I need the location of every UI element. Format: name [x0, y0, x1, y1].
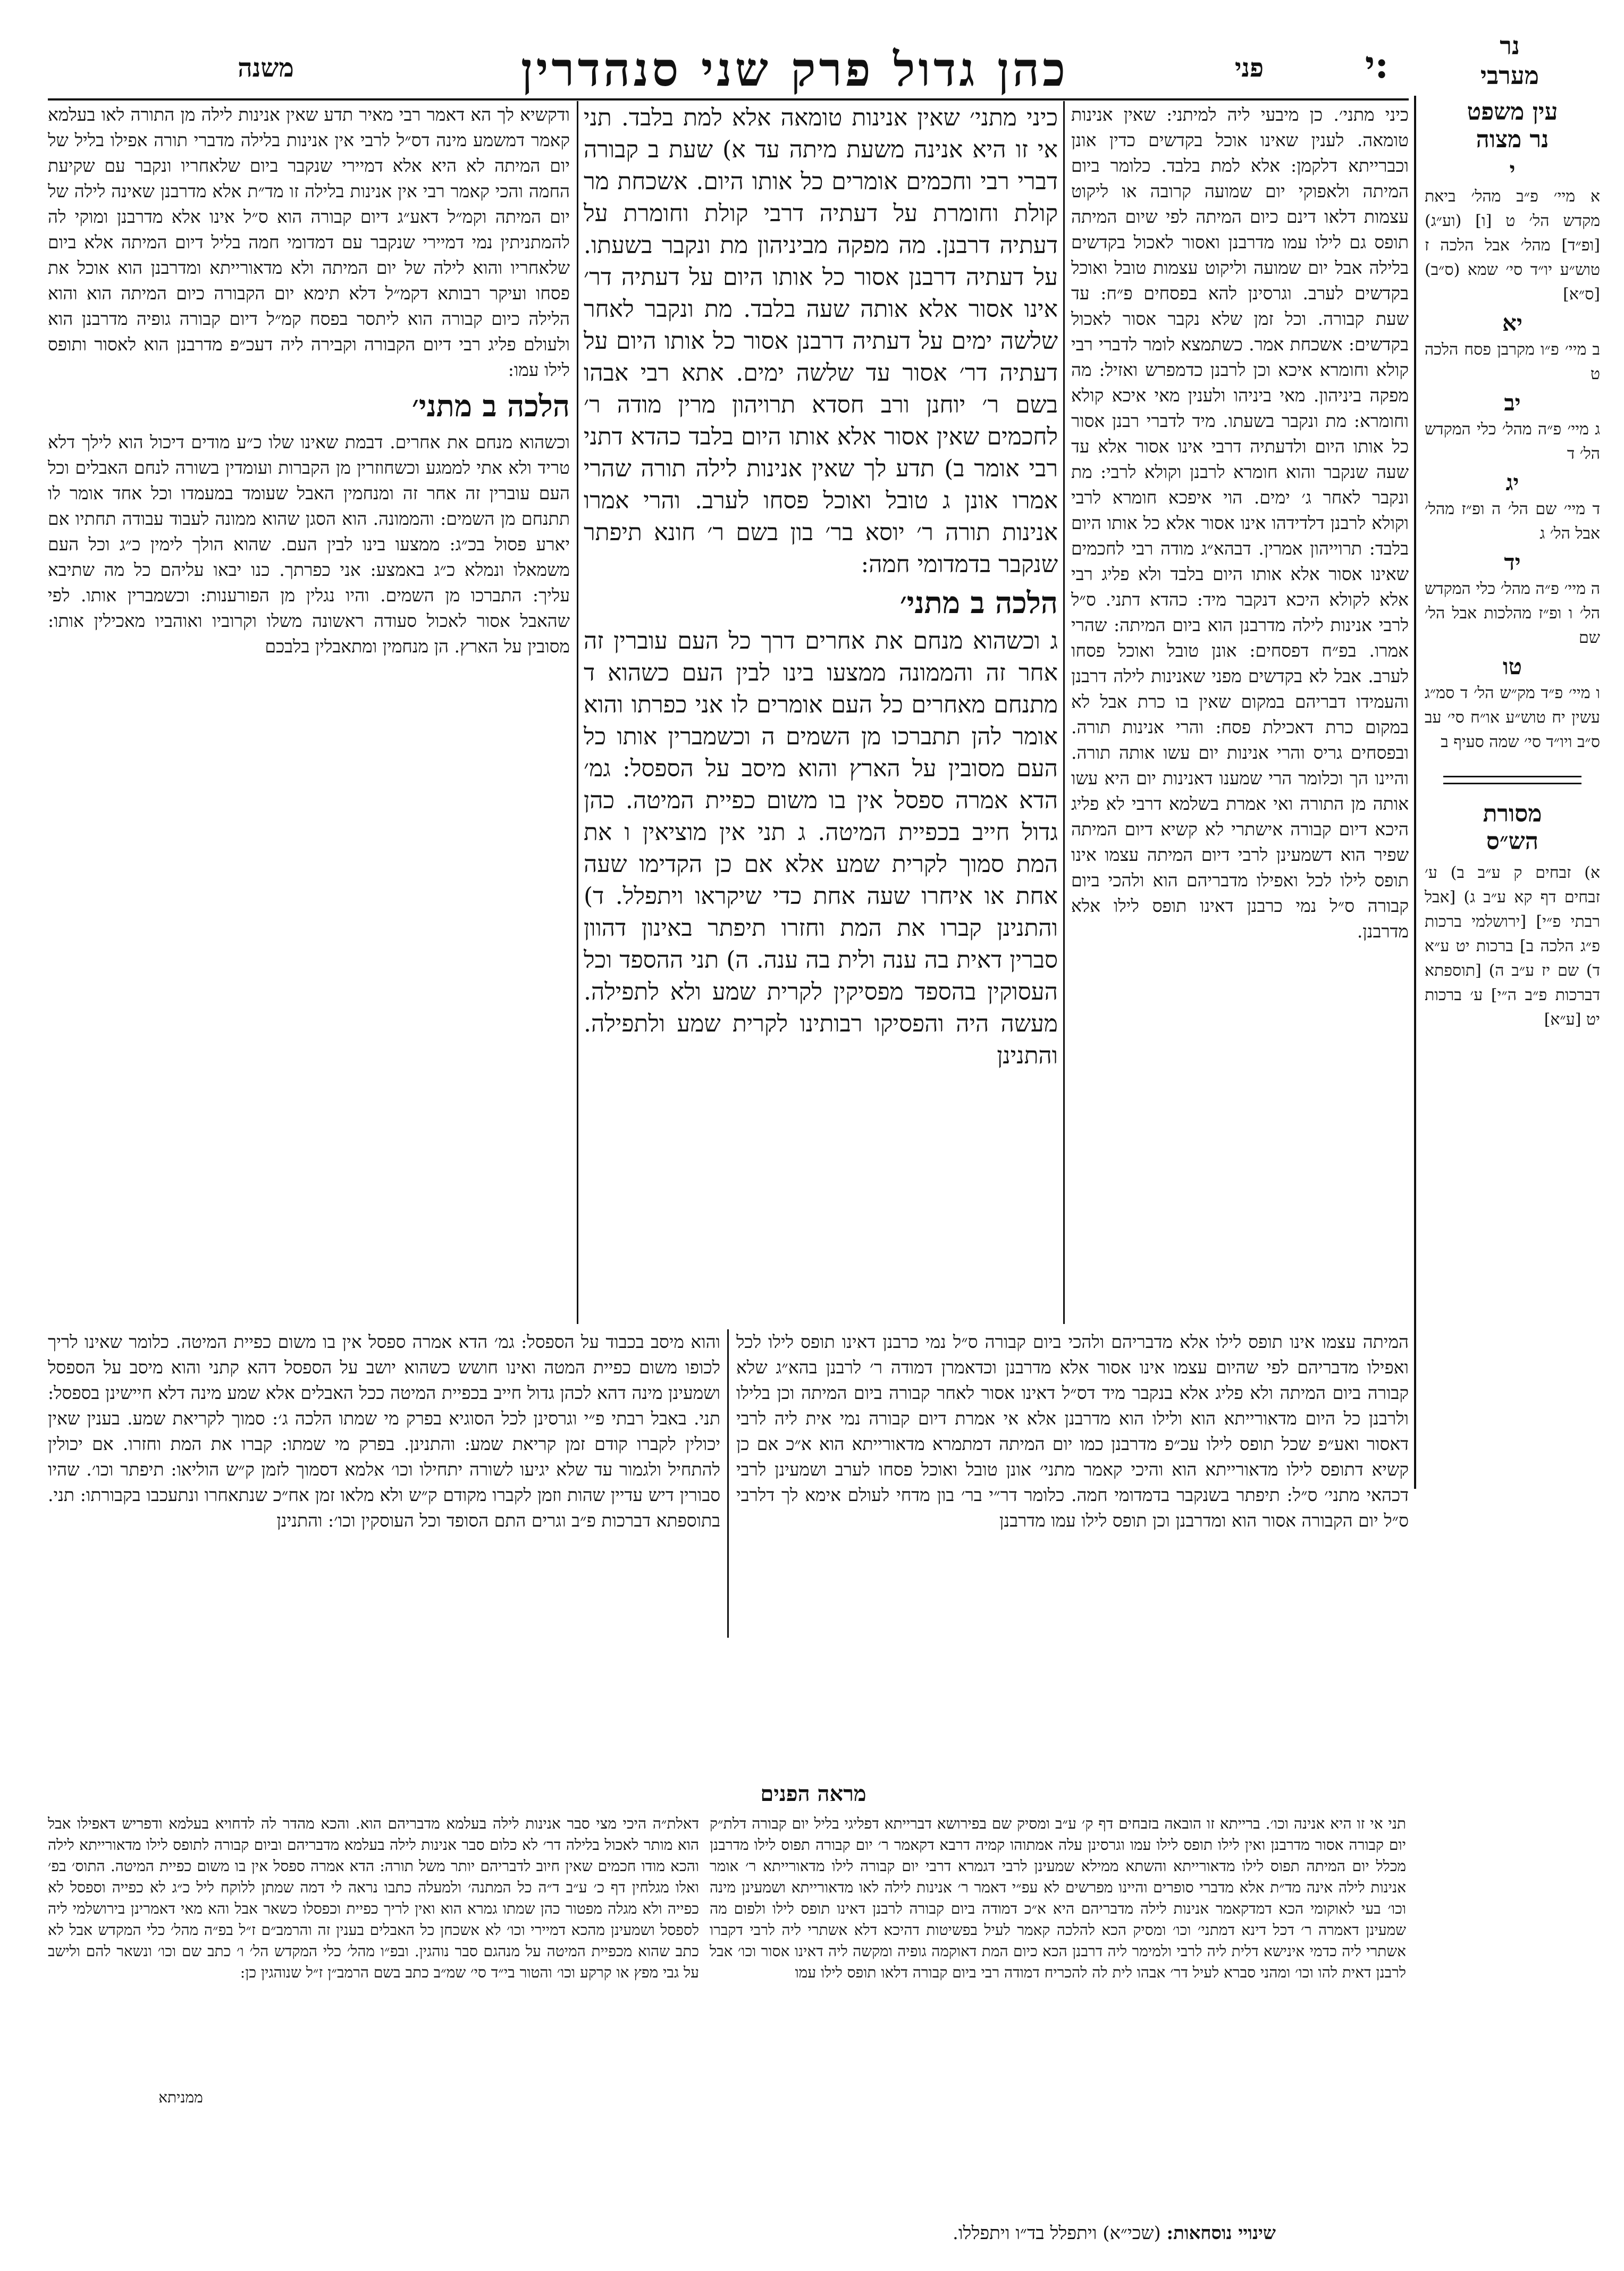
sidebar-entry-number: יא: [1502, 310, 1522, 336]
variants-label: שינויי נוסחאות:: [1166, 2223, 1276, 2244]
page-title: כהן גדול פרק שני סנהדרין: [520, 41, 1069, 97]
sidebar-entry-number: יג: [1505, 470, 1519, 496]
sidebar-entry-text: ה מיי׳ פ״ה מהל׳ כלי המקדש הל׳ ו ופ״ז מהלכות אבל הל׳ שם: [1425, 580, 1600, 647]
commentary-bottom-left: והוא מיסב בכבוד על הספסל: גמ׳ הדא אמרה ספסל אין בו משום כפיית המיטה. כלומר שאינו לריך לכופו משום כפיית המטה ואינו חושש כשהוא יושב על הספסל דהא קתני והוא מיסב על הספסל ושמעינן מינה דהא לכהן גדול חייב בכפיית המיטה ככל האבלים אלא שמע מינה דלא חיישינן בספסל: תני. באבל רבתי פ״י וגרסינן לכל הסוגיא בפרק מי שמתו הלכה ג׳: סמוך לקריאת שמע. בענין שאין יכולין לקברו קודם זמן קריאת שמע: והתנינן. בפרק מי שמתו: קברו את המת וחזרו. אם יכולין להתחיל ולגמור עד שלא יגיעו לשורה יתחילו וכו׳ אלמא דסמוך לזמן ק״ש הוליאו: תיפתר וכו׳. שהיו סבורין דיש עדיין שהות וזמן לקברו מקודם ק״ש ולא מלאו זמן אח״כ שנתאחרו ונתעכבו בקבורתו: תני. בתוספתא דברכות פ״ב וגרים התם הסופד וכל העוסקין וכו׳: והתנינן: [48, 1331, 720, 1531]
sidebar-entry-text: א מיי׳ פ״ב מהל׳ ביאת מקדש הל׳ ט [ו] (וע״ג) [ופ״ד] מהל׳ אבל הלכה ז טוש״ע יו״ד סי׳ שמא (ס״ב) [ס״א]: [1425, 187, 1600, 304]
masoret-hashas-title: מסורת הש״ס: [1483, 800, 1542, 855]
halakha-heading-left: הלכה ב מתני׳: [411, 389, 570, 424]
ein-mishpat-title: עין משפט נר מצוה: [1467, 98, 1558, 153]
mareh-panim-left: דאלת״ה היכי מצי סבר אנינות לילה בעלמא מדבריהם הוא. והכא מהדר לה לדחויא בעלמא ודפריש דאפילו אבל הוא מותר לאכול בלילה דר׳ לא כלום סבר אנינות לילה בעלמא מדבריהם וביום קבורה לתופס לילו מדאורייתא לילה והכא מודו חכמים שאין חיוב לדבריהם יותר משל תורה: הדא אמרה ספסל אין בו משום כפיית המיטה. התוס׳ בפ׳ ואלו מגלחין דף כ׳ ע״ב ד״ה כל המתנה׳ ולמעלה כתבו נראה לי דמה שמתן ללוקח ליל כ״ג לא כפייה וספסל לא כפייה ולא מגלה מפטור כהן שמתו גמרא הוא ואין לריך כפיית וכפסלו כשאר אבל והא מאי דאמרינן בירושלמי ליה לספסל ושמעינן מהכא דמיירי וכו׳ לא אשכחן כל האבלים בענין זה והרמב״ם ז״ל בפ״ה מהל׳ כלי המקדש אבל לא כתב שהוא מכפיית המיטה על מנהגם סבר נוהגין. ובפ״ו מהל׳ כלי המקדש הל׳ ו׳ כתב שם וכו׳ ונשאר להם ולישב על גבי מפץ או קרקע וכו׳ והטור בי״ד סי׳ שמ״ב כתב בשם הרמב״ן ז״ל שנוהגין כן:: [48, 1815, 699, 1981]
main-text-column: [584, 102, 1058, 1325]
sidebar-entry-text: ב מיי׳ פ״ו מקרבן פסח הלכה ט: [1425, 340, 1600, 383]
sidebar-entry-text: ג מיי׳ פ״ה מהל׳ כלי המקדש הל׳ ד: [1425, 420, 1600, 463]
commentary-bottom-right: המיתה עצמו אינו תופס לילו אלא מדבריהם ולהכי ביום קבורה ס״ל נמי כרבנן דאינו תופס לילו לכל ואפילו מדבריהם לפי שהיום עצמו אינו אסור אלא מדרבנן וכדאמרן דמודה ר׳ לרבנן בהא״ג שלא קבורה ביום המיתה ולא פליג אלא בנקבר מיד דס״ל דאינו אסור לאחר קבורה ביום המיתה וכן בלילו ולרבנן כל היום מדאורייתא הוא ולילו הוא מדרבנן אלא אי אמרת דיום קבורה נמי אית ליה לרבי דאסור ואע״פ שכל תופס לילו עכ״פ מדרבנן כמו יום המיתה דמתמרא מדאורייתא הוא א״כ אם כן קשיא דתופס לילו מדאורייתא הוא והיכי קאמר מתני׳ אונן טובל ואוכל פסחו לערב ושמעינן לרבי דכהאי מתני׳ ס״ל: תיפתר בשנקבר בדמדומי חמה. כלומר דר״י בר׳ בון מדחי לעולם אימא לך דלרבי ס״ל יום הקבורה אסור הוא ומדרבנן וכן תופס לילו עמו מדרבנן: [736, 1331, 1409, 1531]
variants-footer: [691, 2223, 1276, 2244]
mishna-main-text: כיני מתני׳ שאין אנינות טומאה אלא למת בלבד. תני אי זו היא אנינה משעת מיתה עד א) שעת ב קבורה דברי רבי וחכמים אומרים כל אותו היום. אשכחת מר קולת וחומרת על דעתיה דרבי קולת וחומרת על דעתיה דרבנן. מה מפקה מביניהון מת ונקבר בשעתו. על דעתיה דרבנן אסור כל אותו היום על דעתיה דר׳ אינו אסור אלא אותה שעה בלבד. מת ונקבר לאחר שלשה ימים על דעתיה דרבנן אסור כל אותו היום על דעתיה דר׳ אסור עד שלשה ימים. אתא רבי אבהו בשם ר׳ יוחנן ורב חסדא תרויהון מרין מודה ר׳ לחכמים שאין אסור אלא אותו היום בלבד כהדא דתני רבי אומר ב) תדע לך שאין אנינות לילה תורה שהרי אמרו אונן ג טובל ואוכל פסחו לערב. והרי אמרו אנינות תורה ר׳ יוסא בר׳ בון בשם ר׳ חונא תיפתר שנקבר בדמדומי חמה:: [584, 104, 1058, 578]
ner-maaravi-label: נר מערבי: [1480, 31, 1539, 90]
sidebar-entry-text: ד מיי׳ שם הל׳ ה ופ״ז מהל׳ אבל הל׳ ג: [1425, 500, 1600, 543]
halakha-heading: הלכה ב מתני׳: [899, 585, 1058, 621]
sidebar-entry-number: י: [1509, 157, 1516, 183]
bottom-divider: [727, 1329, 729, 1638]
ein-mishpat-sidebar: [1425, 98, 1600, 1032]
mishna-main-text-2: ג וכשהוא מנחם את אחרים דרך כל העם עוברין זה אחר זה והממונה ממצעו בינו לבין העם כשהוא ד מתנחם מאחרים כל העם אומרים לו אני כפרתו והוא אומר להן תתברכו מן השמים ה וכשמברין אותו כל העם מסובין על הארץ והוא מיסב על הספסל: גמ׳ הדא אמרה ספסל אין בו משום כפיית המיטה. כהן גדול חייב בכפיית המיטה. ג תני אין מוציאין ו את המת סמוך לקרית שמע אלא אם כן הקדימו שעה אחת או איחרו שעה אחת כדי שיקראו ויתפלל. ד) והתנינן קברו את המת וחזרו תיפתר באינון דהוון סברין דאית בה ענה ולית בה ענה. ה) תני ההספד וכל העסוקין בהספד מפסיקין לקרית שמע ולא לתפילה. מעשה היה והפסיקו רבותינו לקרית שמע ולתפילה. והתנינן: [584, 627, 1058, 1069]
commentary-left-mid: וכשהוא מנחם את אחרים. דבמת שאינו שלו כ״ע מודים דיכול הוא לילך דלא טריד ולא אתי לממגע וכשחוזרין מן הקברות ועומדין בשורה לנחם האבלים וכל העם עוברין זה אחר זה ומנחמין האבל שעומד במעמדו וכל אחד אומר לו תתנחם מן השמים: והממונה. הוא הסגן שהוא ממונה לעבוד עבודה תחתיו אם יארע פסול בכ״ג: ממצעו בינו לבין העם. שהוא הולך לימין כ״ג וכל העם משמאלו ונמלא כ״ג באמצע: אני כפרתך. כנו יבאו עליהם כל מה שתיבא עליך: התברכו מן השמים. והיו נגלין מן הפורענות: וכשמברין אותו. לפי שהאבל אסור לאכול סעודה ראשונה משלו וקרוביו ואוהביו מאכילין אותו: מסובין על הארץ. הן מנחמין ומתאבלין בלבכם: [48, 432, 570, 657]
sidebar-entry-text: ו מיי׳ פ״ד מק״ש הל׳ ד סמ״ג עשין יח טוש״ע או״ח סי׳ עב ס״ב ויו״ד סי׳ שמה סעיף ב: [1425, 684, 1600, 751]
header-rule: [48, 98, 1409, 100]
commentary-right-column: כיני מתני׳. כן מיבעי ליה למיתני: שאין אנינות טומאה. לענין שאינו אוכל בקדשים כדין אונן וכברייתא דלקמן: אלא למת בלבד. כלומר ביום המיתה ולאפוקי יום שמועה קרובה או ליקוט עצמות דלאו דינם כיום המיתה לפי שיום המיתה תופס גם לילו עמו מדרבנן ואסור לאכול בקדשים בלילה אבל יום שמועה וליקוט עצמות טובל ואוכל בקדשים לערב. וגרסינן להא בפסחים פ״ח: עד שעת קבורה. וכל זמן שלא נקבר אסור לאכול בקדשים: אשכחת אמר. כשתמצא לומר לדברי רבי קולא וחומרא איכא וכן לרבנן כדמפרש ואזיל: מה מפקה ביניהון. מאי ביניהו ולענין מאי איכא קולא וחומרא: מת ונקבר בשעתו. מיד לדברי רבנן אסור כל אותו היום ולדעתיה דרבי אינו אסור אלא עד שעה שנקבר והוא חומרא לרבנן וקולא לרבי: מת ונקבר לאחר ג׳ ימים. הוי איפכא חומרא לרבי וקולא לרבנן דלדידהו אינו אסור אלא כל אותו היום בלבד: תרוייהון אמרין. דבהא״ג מודה רבי לחכמים שאינו אסור אלא אותו היום בלבד ולא פליג רבי אלא לקולא היכא דנקבר מיד: כהדא דתני. ס״ל לרבי אנינות לילה מדרבנן הוא ביום המיתה: שהרי אמרו. בפ״ח דפסחים: אונן טובל ואוכל פסחו לערב. אבל לא בקדשים מפני שאנינות לילה דרבנן והעמידו דבריהם במקום שאין בו כרת אבל לא במקום כרת דאכילת פסח: והרי אנינות תורה. ובפסחים גריס והרי אנינות יום עשו אותה תורה. והיינו הך וכלומר הרי שמענו דאנינות יום היא עשו אותה מן התורה ואי אמרת בשלמא דרבי לא פליג היכא דיום קבורה אישתרי לא קשיא דיום המיתה שפיר הוא דשמעינן לרבי דיום המיתה עצמו אינו תופס לילו לכל ואפילו מדבריהם הוא ולהכי ביום קבורה ס״ל נמי כרבנן דאינו תופס לילו אלא מדרבנן.: [1071, 104, 1409, 942]
column-divider: [1063, 101, 1065, 1324]
commentary-left-column: [48, 102, 570, 1325]
commentary-left-top: ודקשיא לך הא דאמר רבי מאיר תדע שאין אנינות לילה מן התורה לאו בעלמא קאמר דמשמע מינה דס״ל לרבי אין אנינות בלילה מדברי תורה אפילו בליל של יום המיתה לא היא אלא דמיירי שנקבר ביום שלאחריו ונקבר עם שקיעת החמה והכי קאמר רבי אין אנינות בלילה זו מד״ת אלא מדרבנן שאינה לילה של יום המיתה וקמ״ל דאע״ג דיום קבורה הוא ס״ל אינו אלא מדרבנן ומוקי לה להמתניתין נמי דמיירי שנקבר עם דמדומי חמה בליל דיום המיתה אלא ביום שלאחריו והוא לילה של יום המיתה ולא מדאורייתא ומדרבנן הוא אוכל את פסחו ועיקר רבותא דקמ״ל דלא תימא יום הקבורה כיום המיתה הוא והוא הלילה כיום קבורה הוא ליתסר בפסח קמ״ל דיום קבורה גופיה מדרבנן הוא ולעולם פליג רבי דיום הקבורה וקבירה ליה דעכ״פ מדרבנן הוא לאסור ותופס לילו עמו:: [48, 104, 570, 380]
sidebar-entry-number: יב: [1504, 390, 1521, 416]
mareh-panim-right: תני אי זו היא אנינה וכו׳. ברייתא זו הובאה בזבחים דף ק׳ ע״ב ומסיק שם בפירושא דברייתא דפליגי בליל יום קבורה דלת״ק יום קבורה אסור מדרבנן ואין לילו תופס לילו עמו וגרסינן עלה אמתוהו קמיה דרבא דקאמר ר׳ יום קבורה תפוס לילו מדרבנן מכלל יום המיתה תפוס לילו מדאורייתא והשתא ממילא שמעינן לרבי דגמרא דרבי יום קבורה לילו מדאורייתא ר׳ אומר אנינות לילה אינה מד״ת אלא מדברי סופרים והיינו מפרשים לא עפ״י דאמר ר׳ אנינות לילה לאו מדאורייתא ושמעינן מינה וכו׳ בעי לאוקומי הכא דמדקאמר אנינות לילה מדבריהם היא א״כ דמודה ביום קבורה לרבנן דאינו תופס לילו ולפום מה שמעינן דאמרה ר׳ דכל דינא דמתני׳ וכו׳ ומסיק הכא להלכה קאמר לעיל בפשיטות דהיכא דלא אשתרי ליה לרבי דקברו אשתרי ליה כדמי אינישא דלית ליה לרבי ולמימר ליה דרבנן הכא כיום המת דאוקמה גופיה ומקשה ליה דאינו אסור וכו׳ אבל לרבנן דאית להו וכו׳ ומהני סברא לעיל דר׳ אבהו לית לה להכריח דמודה רבי ביום קבורה דלאו תופס לילו עמו: [710, 1815, 1406, 1981]
variants-text: (שכי״א) ויתפלל בד״ו ויתפללו.: [953, 2223, 1161, 2244]
column-divider: [577, 101, 578, 1324]
sidebar-entry-number: יד: [1504, 549, 1521, 575]
catchword: ממניתא: [158, 2089, 203, 2106]
panim-label: פני: [1234, 53, 1264, 83]
page-number: י:: [1365, 43, 1389, 87]
mishna-label: משנה: [238, 53, 294, 83]
sidebar-entry-number: טו: [1502, 653, 1522, 680]
sidebar-ornament: [1443, 776, 1581, 784]
sidebar-divider: [1414, 96, 1416, 1489]
masoret-hashas-text: א) זבחים ק ע״ב ב) ע׳ זבחים דף קא ע״ב ג) [אבל רבתי פ״י] [ירושלמי ברכות פ״ג הלכה ב] ברכות יט ע״א ד) שם יז ע״ב ה) [תוספתא דברכות פ״ב ה״י] ע׳ ברכות יט [ע״א]: [1425, 864, 1600, 1029]
mareh-panim-title: מראה הפנים: [760, 1781, 866, 1806]
